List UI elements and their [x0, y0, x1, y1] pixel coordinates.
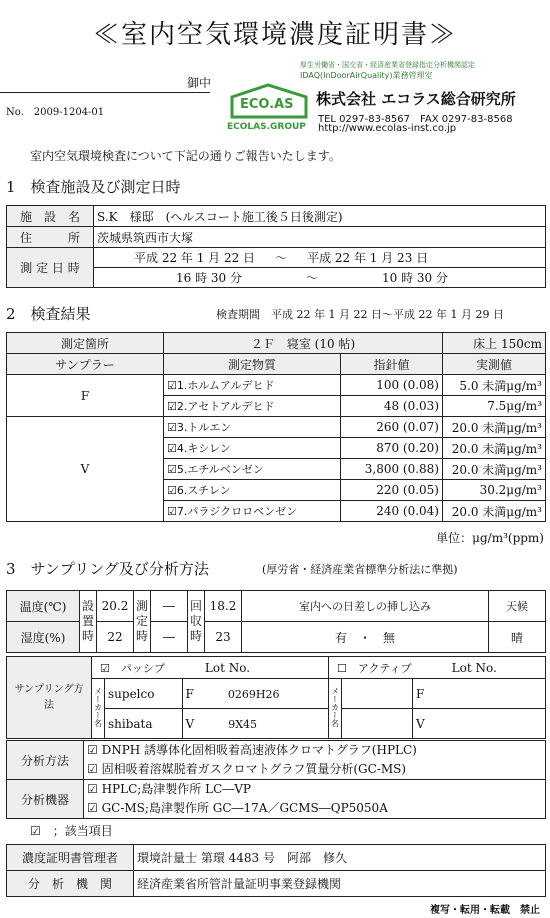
measured-6: 30.2μg/m³	[443, 480, 546, 501]
location-value: ２Ｆ 寝室 (10 帖)	[164, 333, 443, 354]
time-start: 16 時 30 分	[176, 271, 242, 285]
sampling-table	[6, 656, 546, 739]
method-1: ☑ DNPH 誘導体化固相吸着高速液体クロマトグラフ(HPLC)	[87, 743, 417, 757]
section1-heading: 1 検査施設及び測定日時	[6, 178, 181, 196]
substance-6: ☑6.スチレン	[164, 480, 341, 501]
measure-label: 測定時	[136, 599, 149, 643]
copy-prohibited-note: 複写・転用・転載 禁止	[430, 905, 540, 916]
time-tilde: ～	[305, 271, 318, 285]
lot-label-2: Lot No.	[451, 660, 497, 675]
conditions-table	[6, 590, 546, 653]
sampling-label: サンプリング方法	[7, 657, 92, 739]
measured-5: 20.0 未満μg/m³	[443, 459, 546, 480]
col-measured: 実測値	[443, 354, 546, 375]
date-tilde: ～	[275, 251, 288, 265]
manager-value: 環境計量士 第環 4483 号 阿部 修久	[134, 845, 546, 871]
address-value: 茨城県筑西市大塚	[94, 227, 546, 248]
time-end: 10 時 30 分	[382, 271, 448, 285]
col-index: 指針値	[341, 354, 443, 375]
measure-temp: ―	[151, 591, 188, 622]
organization-value: 経済産業省所管計量証明事業登録機関	[134, 871, 546, 897]
intro-text: 室内空気環境検査について下記の通りご報告いたします。	[30, 149, 341, 163]
active-maker-2	[342, 709, 413, 739]
date-start: 平成 22 年 1 月 22 日	[134, 251, 256, 265]
section2-heading: 2 検査結果	[6, 305, 91, 323]
passive-option: ☑ パッシブ	[100, 661, 165, 675]
analysis-table	[6, 740, 546, 819]
lot-label-1: Lot No.	[204, 660, 251, 675]
gochu-text: 御中	[187, 76, 212, 90]
location-label: 測定箇所	[7, 333, 164, 354]
measure-hum: ―	[151, 622, 188, 653]
index-5: 3,800 (0.88)	[341, 459, 443, 480]
date-label: 測 定 日 時	[7, 248, 94, 288]
substance-3: ☑3.トルエン	[164, 417, 341, 438]
equipment-1: ☑ HPLC;島津製作所 LC―VP	[87, 782, 252, 796]
company-url[interactable]: http://www.ecolas-inst.co.jp	[318, 123, 457, 134]
organization-label: 分 析 機 関	[7, 871, 134, 897]
substance-4: ☑4.キシレン	[164, 438, 341, 459]
document-number: No. 2009-1204-01	[6, 107, 105, 118]
index-7: 240 (0.04)	[341, 501, 443, 522]
maker-1-name: supelco	[105, 679, 183, 709]
maker-label-1: メーカー名	[93, 687, 103, 727]
index-4: 870 (0.20)	[341, 438, 443, 459]
setup-label: 設置時	[82, 599, 95, 643]
measured-1: 5.0 未満μg/m³	[443, 375, 546, 396]
manager-table	[6, 844, 546, 897]
active-type-2: V	[413, 709, 546, 739]
active-option: ☐ アクティブ	[337, 661, 412, 675]
inspection-period: 検査期間 平成 22 年 1 月 22 日～平成 22 年 1 月 29 日	[216, 308, 504, 321]
results-table	[6, 332, 546, 522]
cert-line-2: IDAQ(InDoorAirQuality)業務管理室	[300, 71, 433, 80]
measured-7: 20.0 未満μg/m³	[443, 501, 546, 522]
company-tel: TEL 0297-83-8567 FAX 0297-83-8568	[318, 114, 513, 125]
logo-group-text: ECOLAS.GROUP	[227, 122, 306, 132]
equipment-label: 分析機器	[7, 780, 84, 819]
substance-2: ☑2.アセトアルデヒド	[164, 396, 341, 417]
facility-table	[6, 205, 546, 288]
index-1: 100 (0.08)	[341, 375, 443, 396]
maker-2-lot: 9X45	[228, 717, 258, 731]
substance-1: ☑1.ホルムアルデヒド	[164, 375, 341, 396]
sun-label: 室内への日差しの挿し込み	[242, 591, 489, 622]
setup-hum: 22	[97, 622, 134, 653]
sampler-f: F	[7, 375, 164, 417]
index-6: 220 (0.05)	[341, 480, 443, 501]
facility-value: S.K 様邸 (ヘルスコート施工後５日後測定)	[94, 206, 546, 227]
facility-label: 施 設 名	[7, 206, 94, 227]
weather-value: 晴	[489, 622, 546, 653]
active-type-1: F	[413, 679, 546, 709]
col-sampler: サンプラー	[7, 354, 164, 375]
active-maker-1	[342, 679, 413, 709]
measured-2: 7.5μg/m³	[443, 396, 546, 417]
equipment-2: ☑ GC-MS;島津製作所 GC―17A／GCMS―QP5050A	[87, 801, 388, 815]
unit-note: 単位：μg/m³(ppm)	[436, 531, 544, 545]
substance-7: ☑7.パラジクロロベンゼン	[164, 501, 341, 522]
floor-height: 床上 150cm	[443, 333, 546, 354]
hum-label: 湿度(%)	[7, 622, 80, 653]
document-title: ≪室内空気環境濃度証明書≫	[92, 20, 457, 50]
date-end: 平成 22 年 1 月 23 日	[307, 251, 429, 265]
method-label: 分析方法	[7, 741, 84, 780]
collect-hum: 23	[205, 622, 242, 653]
maker-2-type: V	[185, 716, 195, 731]
sun-value: 有 ・ 無	[242, 622, 489, 653]
measured-4: 20.0 未満μg/m³	[443, 438, 546, 459]
temp-label: 温度(℃)	[7, 591, 80, 622]
company-name: 株式会社 エコラス総合研究所	[316, 90, 516, 108]
index-2: 48 (0.03)	[341, 396, 443, 417]
maker-2-name: shibata	[105, 709, 183, 739]
index-3: 260 (0.07)	[341, 417, 443, 438]
manager-label: 濃度証明書管理者	[7, 845, 134, 871]
legend-note: ☑ ；該当項目	[30, 824, 113, 838]
maker-label-2: メーカー名	[330, 687, 340, 727]
substance-5: ☑5.エチルベンゼン	[164, 459, 341, 480]
col-substance: 測定物質	[164, 354, 341, 375]
logo-text: ECO.AS	[240, 97, 294, 112]
collect-temp: 18.2	[205, 591, 242, 622]
company-logo	[228, 83, 310, 121]
section3-heading: 3 サンプリング及び分析方法	[6, 560, 209, 578]
setup-temp: 20.2	[97, 591, 134, 622]
cert-line-1: 厚生労働省・国交省・経済産業省登録指定分析機関認定	[300, 61, 475, 69]
section3-note: (厚労省・経済産業省標準分析法に準拠)	[262, 563, 458, 576]
sampler-v: V	[7, 417, 164, 522]
addressee-line	[0, 92, 210, 93]
maker-1-lot: 0269H26	[227, 687, 280, 701]
collect-label: 回収時	[190, 599, 203, 643]
address-label: 住 所	[7, 227, 94, 248]
weather-label: 天候	[489, 591, 546, 622]
method-2: ☑ 固相吸着溶媒脱着ガスクロマトグラフ質量分析(GC-MS)	[87, 762, 407, 776]
measured-3: 20.0 未満μg/m³	[443, 417, 546, 438]
maker-1-type: F	[185, 686, 194, 701]
